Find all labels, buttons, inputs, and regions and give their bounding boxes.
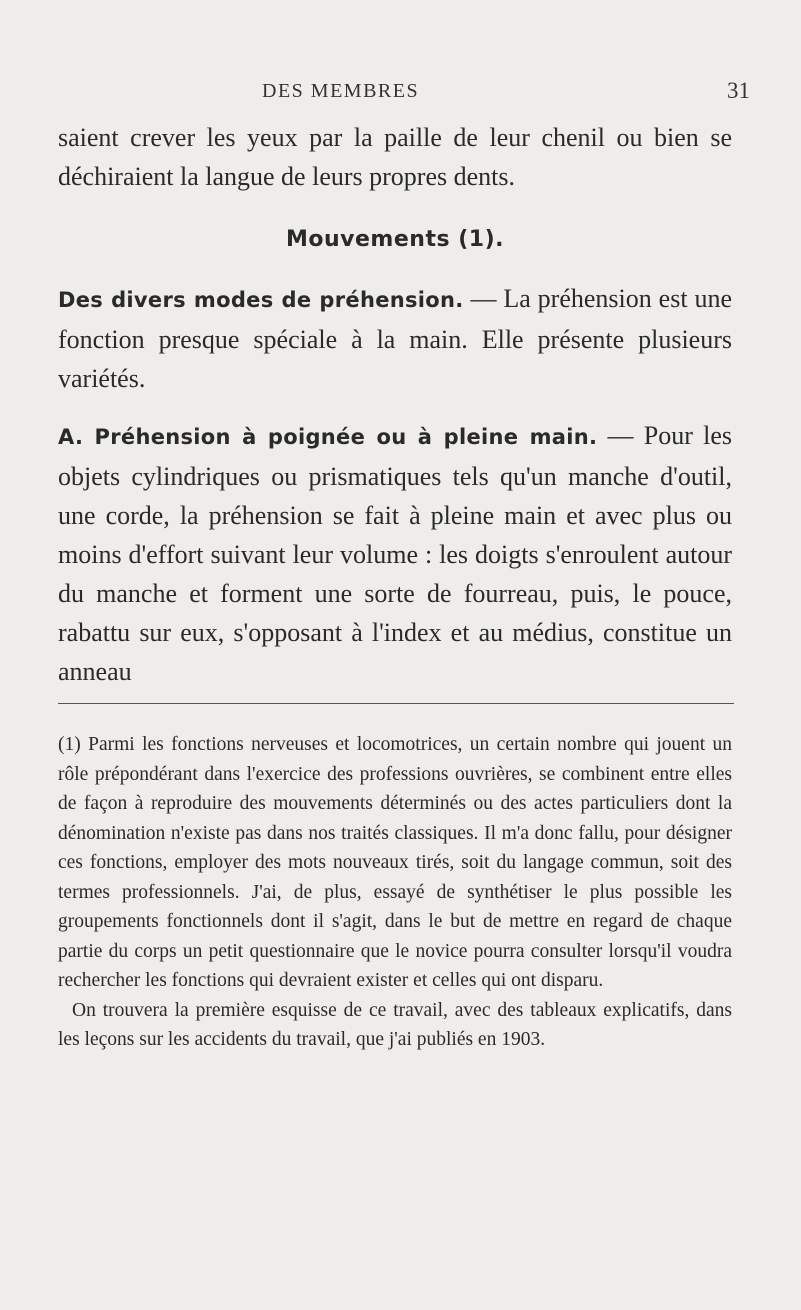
main-text bbox=[58, 118, 732, 691]
footnote-divider bbox=[58, 703, 734, 704]
footnote-paragraph bbox=[58, 996, 732, 1055]
footnote-paragraph: (1) Parmi les fonctions nerveuses et locomotrices, un certain nombre qui jouent un rôle prépondérant dans l'exercice des professions ouvrières, se combinent entre elles de façon à reproduire des mouvements déterminés ou des actes particuliers dont la dénomination n'existe pas dans nos traités classiques. Il m'a donc fallu, pour désigner ces fonctions, employer des mots nouveaux tirés, soit du langage commun, soit des termes professionnels. J'ai, de plus, essayé de synthétiser le plus possible les groupements fonctionnels dont il s'agit, dans le but de mettre en regard de chaque partie du corps un petit questionnaire que le novice pourra consulter lorsqu'il voudra rechercher les fonctions qui devraient exister et celles qui ont disparu. bbox=[58, 734, 732, 991]
footnote bbox=[58, 730, 732, 1055]
part-a-paragraph bbox=[58, 416, 732, 691]
running-head bbox=[0, 78, 801, 108]
subsection-paragraph bbox=[58, 279, 732, 398]
subsection-text: — La préhension est une fonction presque spéciale à la main. Elle présente plusieurs variétés. bbox=[58, 284, 732, 393]
continuation-paragraph: saient crever les yeux par la paille de leur chenil ou bien se déchiraient la langue de leurs propres dents. bbox=[58, 123, 732, 191]
part-a-title: A. Préhension à poignée ou à pleine main. bbox=[58, 425, 598, 449]
section-heading: Mouvements (1). bbox=[286, 227, 504, 252]
part-a-text: — Pour les objets cylindriques ou prismatiques tels qu'un manche d'outil, une corde, la préhension se fait à pleine main et avec plus ou moins d'effort suivant leur volume : les doigts s'enroulent autour du manche et forment une sorte de fourreau, puis, le pouce, rabattu sur eux, s'opposant à l'index et au médius, constitue un anneau bbox=[58, 421, 733, 686]
subsection-title: Des divers modes de préhension. bbox=[58, 288, 464, 312]
page-number: 31 bbox=[727, 78, 750, 103]
footnote-paragraph-text: On trouvera la première esquisse de ce travail, avec des tableaux explicatifs, dans les leçons sur les accidents du travail, que j'ai publiés en 1903. bbox=[58, 999, 732, 1050]
running-title: DES MEMBRES bbox=[262, 80, 420, 102]
